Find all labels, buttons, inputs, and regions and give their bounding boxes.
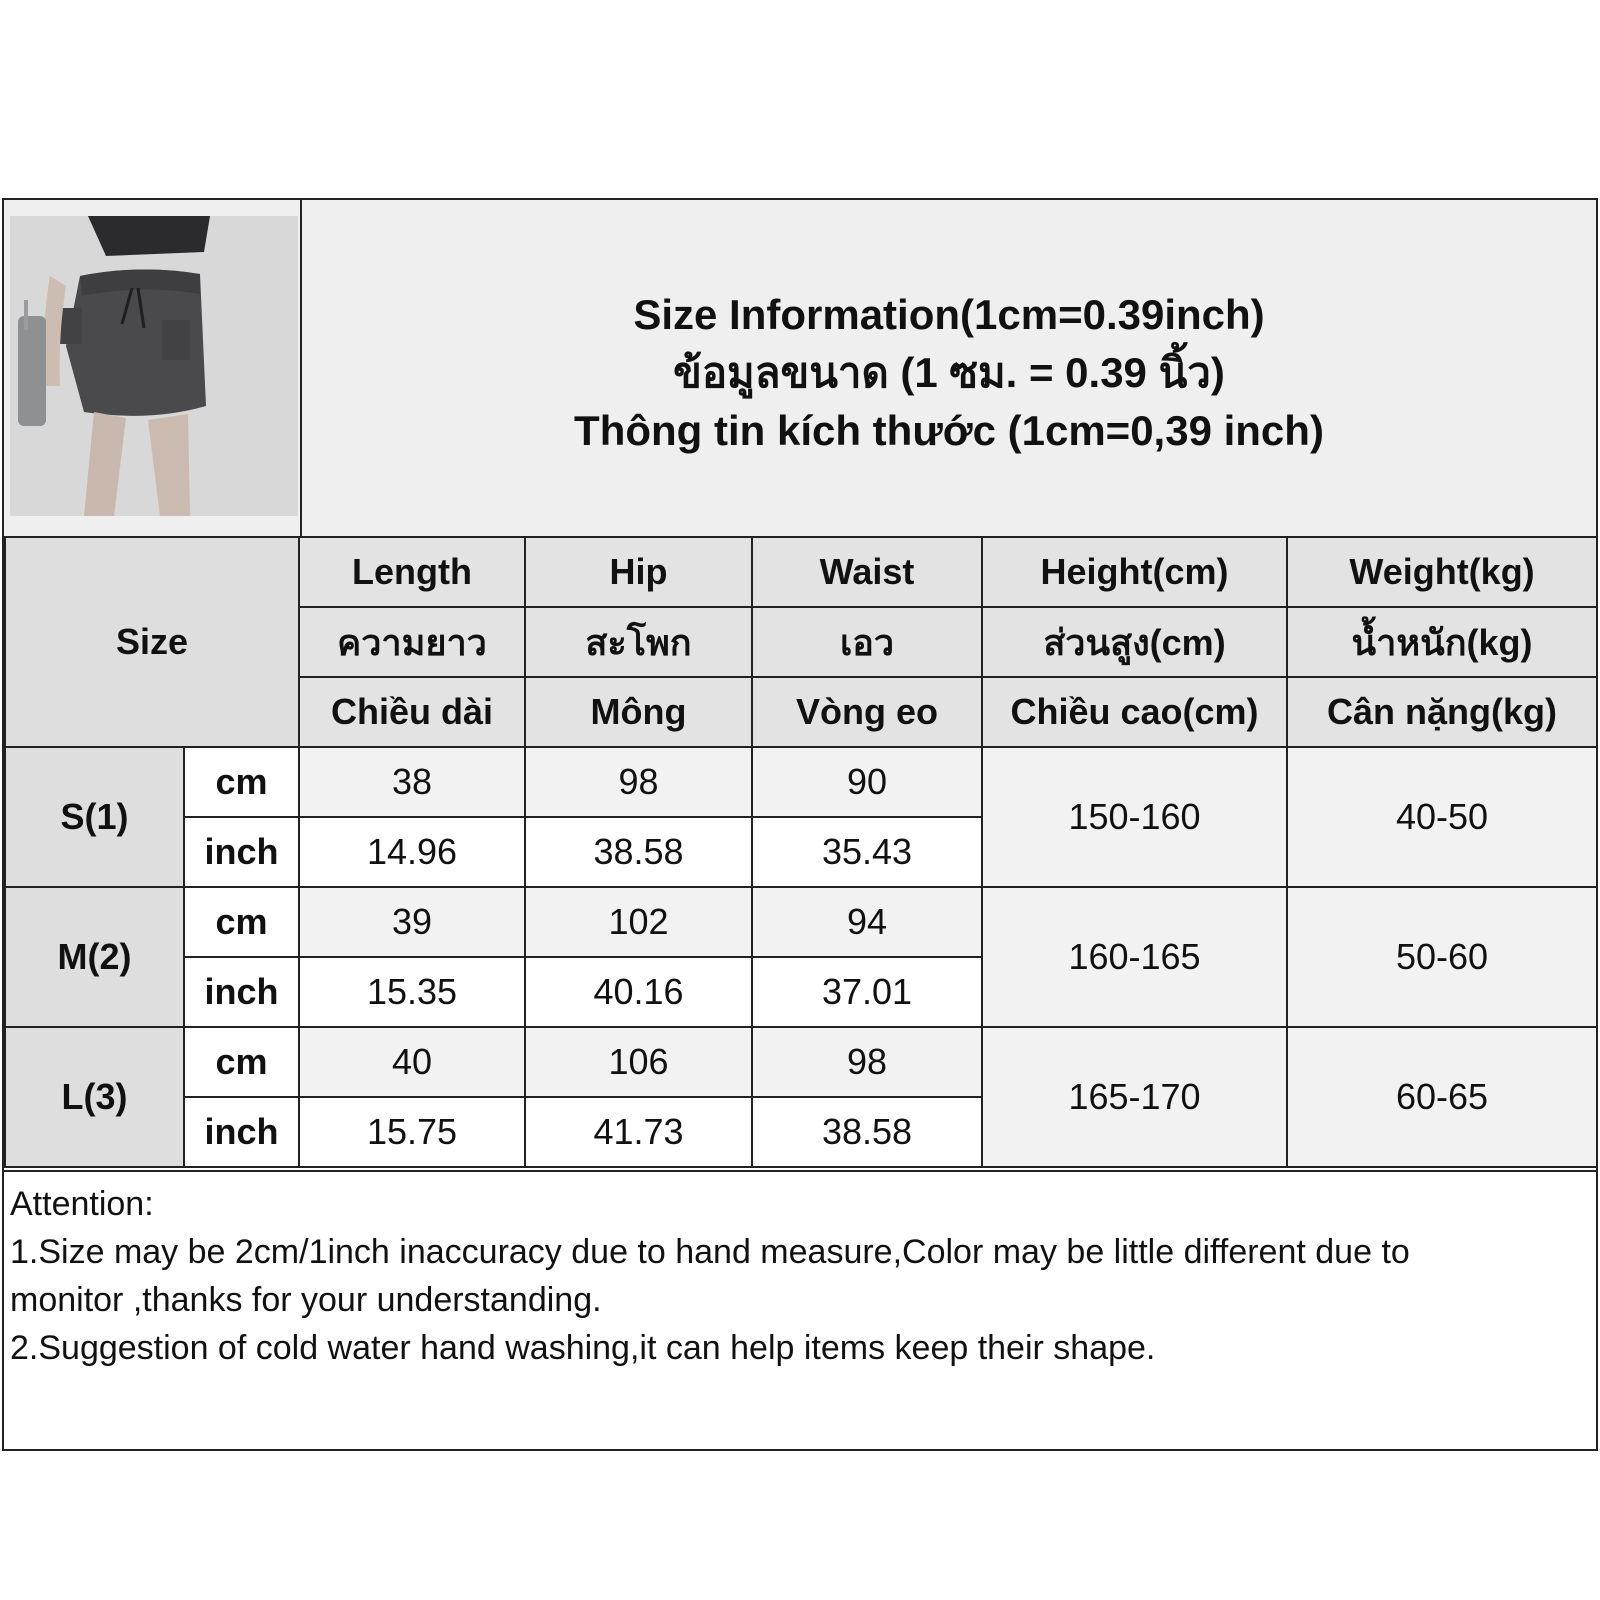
length-inch: 14.96	[299, 817, 525, 887]
size-table	[4, 536, 1598, 1168]
size-chart	[2, 198, 1598, 1451]
title-cell	[302, 200, 1596, 536]
col-header-hip-th: สะโพก	[525, 607, 752, 677]
col-header-length-vi: Chiều dài	[299, 677, 525, 747]
skirt-model-image	[10, 216, 298, 516]
table-row	[5, 887, 1597, 957]
attention-notes	[4, 1170, 1596, 1449]
length-cm: 38	[299, 747, 525, 817]
note-line: monitor ,thanks for your understanding.	[10, 1281, 602, 1319]
col-header-weight-th: น้ำหนัก(kg)	[1287, 607, 1597, 677]
col-header-waist-vi: Vòng eo	[752, 677, 982, 747]
product-photo	[10, 216, 298, 516]
height-range: 150-160	[982, 747, 1287, 887]
col-header-waist-th: เอว	[752, 607, 982, 677]
unit-label: cm	[184, 747, 299, 817]
notes-heading: Attention:	[10, 1185, 154, 1223]
title-block	[302, 286, 1596, 460]
hip-cm: 106	[525, 1027, 752, 1097]
hip-cm: 98	[525, 747, 752, 817]
waist-cm: 94	[752, 887, 982, 957]
hip-inch: 41.73	[525, 1097, 752, 1167]
note-line: 1.Size may be 2cm/1inch inaccuracy due to hand measure,Color may be little different due to	[10, 1233, 1410, 1271]
weight-range: 60-65	[1287, 1027, 1597, 1167]
hip-inch: 40.16	[525, 957, 752, 1027]
size-name: S(1)	[5, 747, 184, 887]
length-cm: 39	[299, 887, 525, 957]
title-vietnamese: Thông tin kích thước (1cm=0,39 inch)	[574, 407, 1324, 454]
waist-inch: 37.01	[752, 957, 982, 1027]
col-header-height-th: ส่วนสูง(cm)	[982, 607, 1287, 677]
col-header-waist-en: Waist	[752, 537, 982, 607]
waist-inch: 35.43	[752, 817, 982, 887]
col-header-length-en: Length	[299, 537, 525, 607]
length-inch: 15.35	[299, 957, 525, 1027]
product-photo-cell	[4, 200, 302, 536]
header-row	[4, 200, 1596, 538]
height-range: 160-165	[982, 887, 1287, 1027]
weight-range: 50-60	[1287, 887, 1597, 1027]
col-header-weight-vi: Cân nặng(kg)	[1287, 677, 1597, 747]
unit-label: cm	[184, 887, 299, 957]
col-header-hip-en: Hip	[525, 537, 752, 607]
length-inch: 15.75	[299, 1097, 525, 1167]
size-name: L(3)	[5, 1027, 184, 1167]
unit-label: inch	[184, 957, 299, 1027]
waist-cm: 90	[752, 747, 982, 817]
waist-inch: 38.58	[752, 1097, 982, 1167]
hip-inch: 38.58	[525, 817, 752, 887]
table-row	[5, 747, 1597, 817]
table-row	[5, 1027, 1597, 1097]
unit-label: inch	[184, 817, 299, 887]
col-header-length-th: ความยาว	[299, 607, 525, 677]
title-english: Size Information(1cm=0.39inch)	[633, 291, 1265, 338]
title-thai: ข้อมูลขนาด (1 ซม. = 0.39 นิ้ว)	[673, 349, 1225, 396]
note-line: 2.Suggestion of cold water hand washing,it can help items keep their shape.	[10, 1329, 1156, 1367]
unit-label: cm	[184, 1027, 299, 1097]
waist-cm: 98	[752, 1027, 982, 1097]
size-header: Size	[5, 537, 299, 747]
hip-cm: 102	[525, 887, 752, 957]
unit-label: inch	[184, 1097, 299, 1167]
col-header-hip-vi: Mông	[525, 677, 752, 747]
size-name: M(2)	[5, 887, 184, 1027]
col-header-height-en: Height(cm)	[982, 537, 1287, 607]
col-header-weight-en: Weight(kg)	[1287, 537, 1597, 607]
length-cm: 40	[299, 1027, 525, 1097]
height-range: 165-170	[982, 1027, 1287, 1167]
weight-range: 40-50	[1287, 747, 1597, 887]
col-header-height-vi: Chiều cao(cm)	[982, 677, 1287, 747]
